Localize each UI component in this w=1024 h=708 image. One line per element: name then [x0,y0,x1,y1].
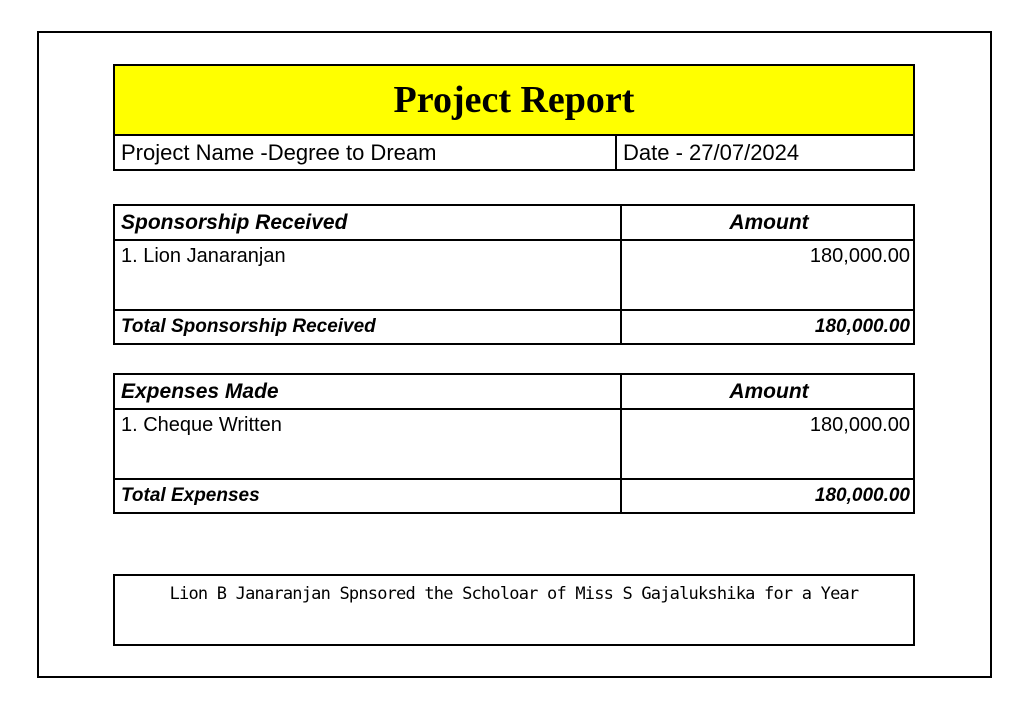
sponsorship-note: Lion B Janaranjan Spnsored the Scholoar of Miss S Gajalukshika for a Year [113,574,915,646]
total-expenses-amount: 180,000.00 [621,479,914,513]
project-info-row [115,136,913,171]
expenses-table [113,373,915,514]
report-title: Project Report [115,66,913,136]
total-sponsorship-label: Total Sponsorship Received [114,310,621,344]
table-header-row [114,205,914,240]
table-row [114,240,914,310]
total-row [114,479,914,513]
report-date: Date - 27/07/2024 [623,140,800,165]
expense-label: 1. Cheque Written [114,409,621,479]
sponsor-amount: 180,000.00 [621,240,914,310]
sponsorship-table [113,204,915,345]
amount-header: Amount [621,205,914,240]
sponsorship-header: Sponsorship Received [114,205,621,240]
sponsor-label: 1. Lion Janaranjan [114,240,621,310]
total-sponsorship-amount: 180,000.00 [621,310,914,344]
expenses-header: Expenses Made [114,374,621,409]
table-header-row [114,374,914,409]
total-row [114,310,914,344]
expense-amount: 180,000.00 [621,409,914,479]
project-name: Project Name -Degree to Dream [115,136,617,171]
table-row [114,409,914,479]
amount-header: Amount [621,374,914,409]
total-expenses-label: Total Expenses [114,479,621,513]
report-header [113,64,915,171]
